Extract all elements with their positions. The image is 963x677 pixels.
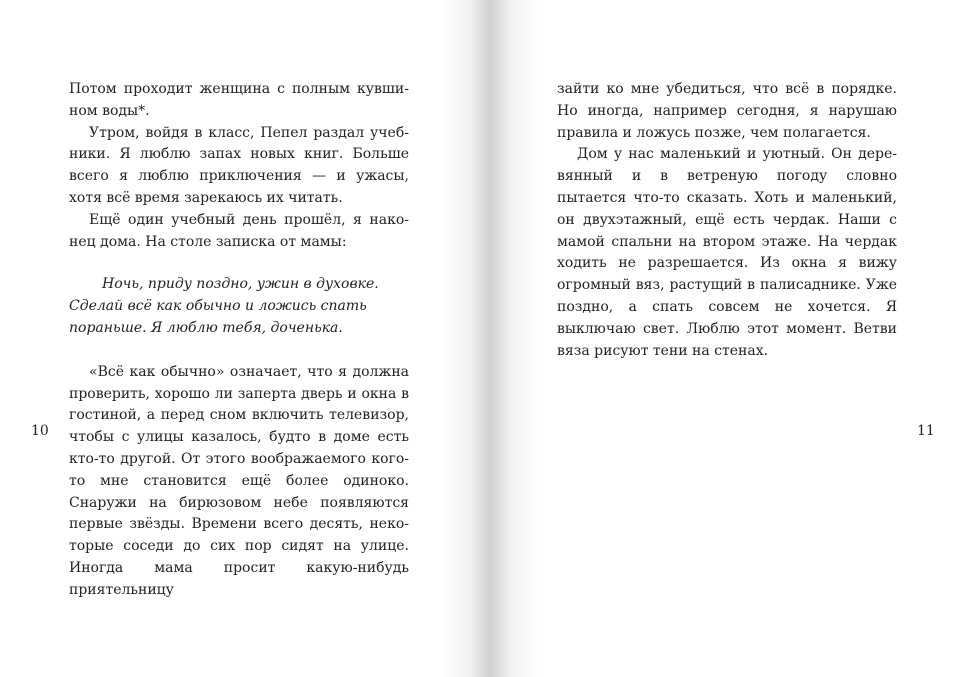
- page-number-left: 10: [31, 423, 49, 439]
- right-text-column: [557, 79, 897, 362]
- left-page: [0, 0, 481, 677]
- left-paragraph-1: Потом проходит женщина с полным кувшином воды*.: [69, 81, 409, 119]
- mom-note: [69, 274, 409, 339]
- right-paragraph-2: Дом у нас маленький и уютный. Он деревянный и в ветреную погоду словно пытается что-то сказать. Хоть и маленький, он двухэтажный, ещё есть чердак. Наши с мамой спальни на втором этаже. На чердак ходить не разрешается. Из окна я вижу огромный вяз, растущий в палисаднике. Уже поздно, а спать совсем не хочется. Я выключаю свет. Люблю этот момент. Ветви вяза рисуют тени на стенах.: [557, 146, 897, 359]
- right-paragraph-1: зайти ко мне убедиться, что всё в порядке. Но иногда, например сегодня, я нарушаю правила и ложусь позже, чем полагается.: [557, 81, 897, 141]
- left-paragraph-2: Утром, войдя в класс, Пепел раздал учебники. Я люблю запах новых книг. Больше всего я люблю приключения — и ужасы, хотя всё время зарекаюсь их читать.: [69, 124, 409, 206]
- note-line: пораньше. Я люблю тебя, доченька.: [69, 319, 343, 336]
- left-paragraph-4: «Всё как обычно» означает, что я должна проверить, хорошо ли заперта дверь и окна в гостиной, а перед сном включить телевизор, чтобы с улицы казалось, будто в доме есть кто-то другой. От этого воображаемого кого-то мне становится ещё более одиноко. Снаружи на бирюзовом небе появляются первые звёзды. Времени всего десять, некоторые соседи до сих пор сидят на улице. Иногда мама просит какую-нибудь приятельницу: [69, 363, 409, 598]
- note-line: Ночь, приду поздно, ужин в духовке.: [102, 276, 379, 293]
- note-line: Сделай всё как обычно и ложись спать: [69, 298, 367, 315]
- left-text-column: [69, 79, 409, 602]
- right-page: [482, 0, 963, 677]
- left-paragraph-3: Ещё один учебный день прошёл, я наконец дома. На столе записка от мамы:: [69, 211, 409, 250]
- page-number-right: 11: [917, 423, 935, 439]
